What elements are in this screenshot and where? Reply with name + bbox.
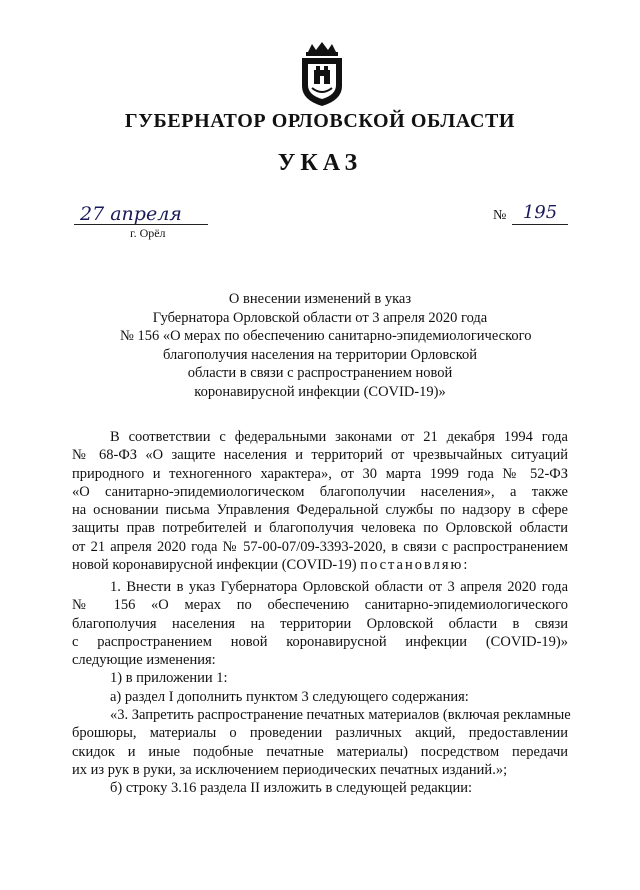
- preamble-paragraph: [72, 428, 568, 574]
- preamble-line: природного и техногенного характера», от 30 марта 1999 года № 52-ФЗ: [72, 465, 568, 482]
- subject-line: О внесении изменений в указ: [228, 291, 412, 307]
- city-label: г. Орёл: [130, 226, 166, 240]
- subitem-1: 1) в приложении 1:: [110, 670, 228, 687]
- preamble-line: № 68-ФЗ «О защите населения и территорий от чрезвычайных ситуаций: [72, 447, 568, 464]
- item-line: благополучия населения на территории Орловской области в связи: [72, 615, 568, 632]
- quote-line: брошюры, материалы о проведении различных акций, предоставлении: [72, 725, 568, 742]
- subitem-1a: а) раздел I дополнить пунктом 3 следующего содержания:: [110, 688, 469, 705]
- item-line: № 156 «О мерах по обеспечению санитарно-эпидемиологического: [72, 597, 568, 614]
- preamble-line: [72, 556, 568, 574]
- orel-coat-of-arms-icon: [294, 40, 350, 108]
- preamble-line: от 21 апреля 2020 года № 57-00-07/09-3393-2020, в связи с распространением: [72, 538, 568, 555]
- subject-line: коронавирусной инфекции (COVID-19)»: [194, 383, 446, 400]
- preamble-line-text: новой коронавирусной инфекции (COVID-19): [72, 557, 357, 574]
- subject-line: № 156 «О мерах по обеспечению санитарно-эпидемиологического: [120, 328, 532, 344]
- document-type: УКАЗ: [277, 150, 363, 176]
- preamble-line: защиты прав потребителей и благополучия человека по Орловской области: [72, 520, 568, 537]
- subject-line: Губернатора Орловской области от 3 апреля 2020 года: [152, 309, 488, 326]
- number-label: №: [493, 208, 507, 223]
- item-line: с распространением новой коронавирусной инфекции (COVID-19)»: [72, 633, 568, 650]
- quote-line: «3. Запретить распространение печатных материалов (включая рекламные: [110, 707, 571, 724]
- subitem-1b: б) строку 3.16 раздела II изложить в следующей редакции:: [110, 780, 472, 797]
- item-line: следующие изменения:: [72, 652, 216, 669]
- resolve-word: постановляю:: [360, 557, 470, 574]
- subject-line: области в связи с распространением новой: [187, 365, 453, 381]
- preamble-line: «О санитарно-эпидемиологическом благополучии населения», а также: [72, 483, 568, 500]
- preamble-line: на основании письма Управления Федеральной службы по надзору в сфере: [72, 502, 568, 519]
- subject-line: благополучия населения на территории Орловской: [162, 346, 478, 363]
- issuer-title: ГУБЕРНАТОР ОРЛОВСКОЙ ОБЛАСТИ: [124, 110, 516, 132]
- preamble-line: В соответствии с федеральными законами от 21 декабря 1994 года: [110, 429, 568, 445]
- document-subject: [120, 290, 532, 401]
- handwritten-number: 195: [512, 202, 568, 225]
- item-line: 1. Внести в указ Губернатора Орловской области от 3 апреля 2020 года: [110, 579, 568, 595]
- handwritten-date: 27 апреля: [74, 204, 208, 225]
- quote-line: скидок и иные подобные печатные материалы) посредством передачи: [72, 743, 568, 760]
- quote-line: их из рук в руки, за исключением периодических печатных изданий.»;: [72, 761, 508, 778]
- item-1-paragraph: [72, 578, 571, 798]
